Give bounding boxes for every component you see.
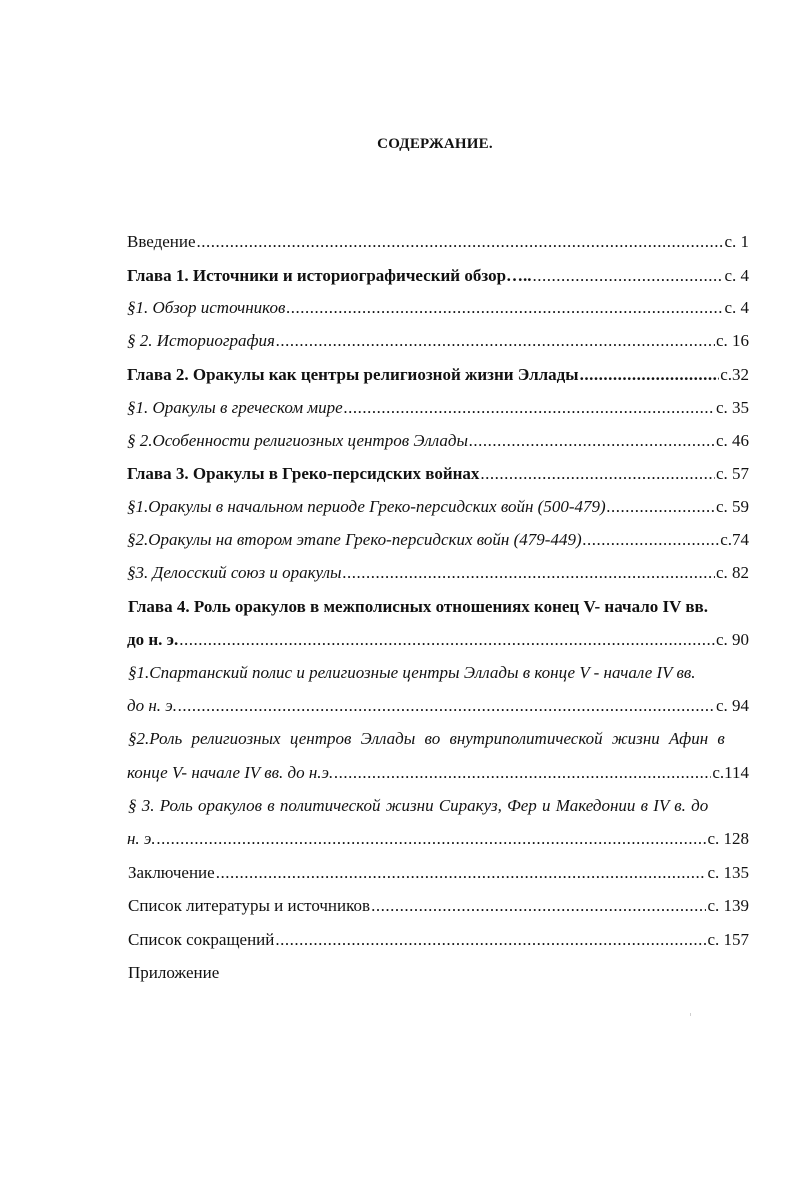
toc-entry-conclusion bbox=[128, 861, 749, 885]
dot-leader bbox=[533, 264, 724, 288]
toc-entry-section-1-2 bbox=[127, 329, 749, 353]
toc-entry-section-4-3 bbox=[127, 827, 749, 851]
toc-entry-text: § 2.Особенности религиозных центров Эллады bbox=[127, 431, 468, 450]
toc-entry-chapter-4 bbox=[127, 628, 749, 652]
toc-entry-section-4-2 bbox=[127, 761, 749, 785]
toc-entry-text-cont: до н. э. bbox=[127, 696, 178, 715]
toc-entry-section-2-1 bbox=[127, 396, 749, 420]
dot-leader bbox=[286, 296, 723, 320]
toc-entry-text: §3. Делосский союз и оракулы bbox=[127, 563, 342, 582]
toc-entry-text: §1. Оракулы в греческом мире bbox=[127, 398, 343, 417]
toc-entry-text: § 2. Историография bbox=[127, 331, 275, 350]
dot-leader bbox=[583, 528, 720, 552]
toc-entry-text: Глава 1. Источники и историографический обзор….. bbox=[127, 266, 532, 285]
toc-entry-section-3-1 bbox=[127, 495, 749, 519]
toc-entry-page: с.74 bbox=[720, 530, 749, 549]
toc-entry-page: с. 46 bbox=[715, 431, 749, 450]
toc-entry-bibliography bbox=[128, 894, 749, 918]
toc-entry-section-4-1 bbox=[127, 694, 749, 718]
toc-entry-page: с. 157 bbox=[707, 930, 749, 949]
toc-entry-page: с. 4 bbox=[724, 266, 749, 285]
toc-entry-section-4-1-line-1: §1.Спартанский полис и религиозные центры Эллады в конце V - начале IV вв. bbox=[128, 663, 696, 682]
dot-leader bbox=[275, 928, 706, 952]
toc-entry-text: §1.Оракулы в начальном периоде Греко-персидских войн (500-479) bbox=[127, 497, 606, 516]
dot-leader bbox=[480, 462, 715, 486]
toc-entry-text: §1. Обзор источников bbox=[127, 298, 286, 317]
toc-entry-section-3-2 bbox=[127, 528, 749, 552]
toc-entry-page: с. 35 bbox=[715, 398, 749, 417]
toc-entry-chapter-2 bbox=[127, 363, 749, 387]
toc-entry-chapter-1 bbox=[127, 264, 749, 288]
toc-entry-text: Список сокращений bbox=[128, 930, 275, 949]
toc-entry-page: с. 1 bbox=[724, 232, 749, 251]
dot-leader bbox=[580, 363, 720, 387]
toc-entry-text: Заключение bbox=[128, 863, 215, 882]
toc-entry-section-1-1 bbox=[127, 296, 749, 320]
toc-entry-section-4-3-line-1: § 3. Роль оракулов в политической жизни Сиракуз, Фер и Македонии в IV в. до bbox=[128, 796, 709, 815]
toc-entry-text: §2.Оракулы на втором этапе Греко-персидских войн (479-449) bbox=[127, 530, 582, 549]
toc-entry-abbreviations bbox=[128, 928, 749, 952]
dot-leader bbox=[607, 495, 715, 519]
toc-entry-page: с. 16 bbox=[715, 331, 749, 350]
toc-entry-page: с. 82 bbox=[715, 563, 749, 582]
dot-leader bbox=[334, 761, 711, 785]
toc-entry-text-cont: до н. э. bbox=[127, 630, 179, 649]
dot-leader bbox=[469, 429, 715, 453]
toc-entry-text-cont: н. э. bbox=[127, 829, 156, 848]
toc-entry-page: с. 90 bbox=[715, 630, 749, 649]
toc-entry-page: с.32 bbox=[720, 365, 749, 384]
toc-entry-section-4-2-line-1: §2.Роль религиозных центров Эллады во внутриполитической жизни Афин в bbox=[128, 729, 725, 748]
dot-leader bbox=[178, 694, 715, 718]
toc-title: СОДЕРЖАНИЕ. bbox=[377, 136, 493, 152]
scan-speck bbox=[690, 1013, 691, 1016]
toc-entry-text: Глава 2. Оракулы как центры религиозной жизни Эллады bbox=[127, 365, 579, 384]
dot-leader bbox=[344, 396, 715, 420]
toc-entry-page: с. 128 bbox=[707, 829, 749, 848]
toc-entry-text-cont: конце V- начале IV вв. до н.э. bbox=[127, 763, 334, 782]
dot-leader bbox=[157, 827, 707, 851]
toc-entry-appendix: Приложение bbox=[128, 963, 220, 982]
dot-leader bbox=[216, 861, 707, 885]
toc-entry-page: с. 4 bbox=[724, 298, 749, 317]
toc-entry-chapter-3 bbox=[127, 462, 749, 486]
toc-entry-text: Глава 3. Оракулы в Греко-персидских войнах bbox=[127, 464, 480, 483]
dot-leader bbox=[276, 329, 715, 353]
toc-entry-page: с. 59 bbox=[715, 497, 749, 516]
dot-leader bbox=[371, 894, 706, 918]
toc-entry-page: с. 135 bbox=[707, 863, 749, 882]
toc-entry-chapter-4-line-1: Глава 4. Роль оракулов в межполисных отношениях конец V- начало IV вв. bbox=[128, 597, 708, 616]
dot-leader bbox=[197, 230, 724, 254]
dot-leader bbox=[343, 561, 715, 585]
toc-entry-introduction bbox=[127, 230, 749, 254]
toc-entry-page: с. 94 bbox=[715, 696, 749, 715]
toc-entry-page: с.114 bbox=[712, 763, 749, 782]
toc-entry-section-3-3 bbox=[127, 561, 749, 585]
toc-entry-page: с. 139 bbox=[707, 896, 749, 915]
toc-entry-text: Список литературы и источников bbox=[128, 896, 371, 915]
dot-leader bbox=[179, 628, 715, 652]
toc-entry-text: Введение bbox=[127, 232, 196, 251]
toc-entry-page: с. 57 bbox=[715, 464, 749, 483]
toc-entry-section-2-2 bbox=[127, 429, 749, 453]
